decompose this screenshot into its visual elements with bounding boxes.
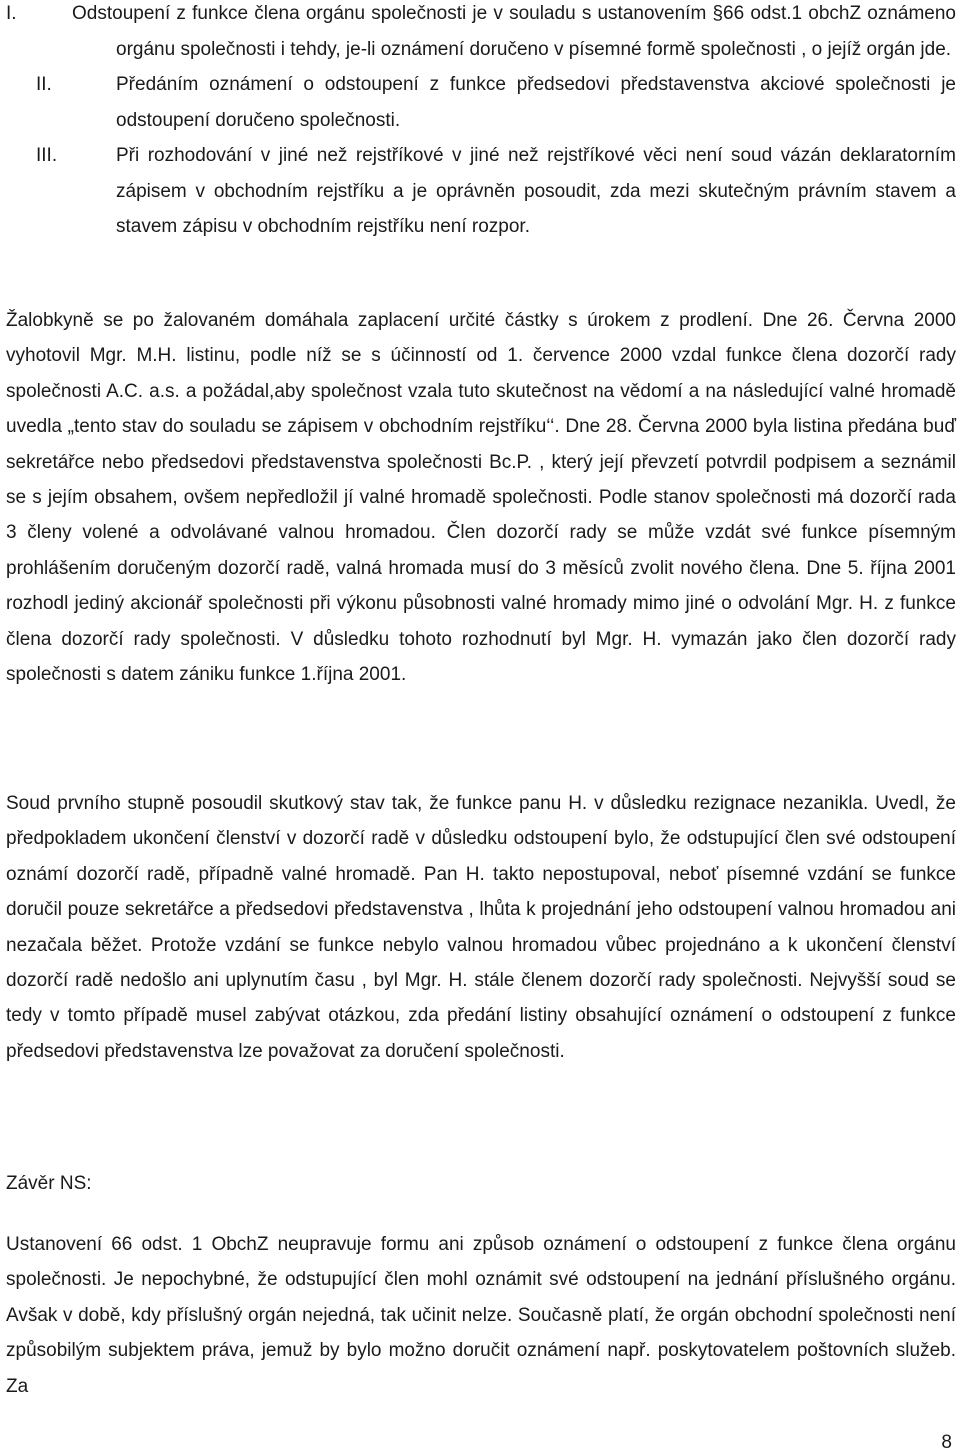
list-item-text: Při rozhodování v jiné než rejstříkové v jiné než rejstříkové věci není soud vázán deklaratorním zápisem v obchodním rejstříku a je oprávněn posoudit, zda mezi skutečným právním stavem a stavem zápisu v obchodním rejstříku není rozpor. xyxy=(116,145,956,237)
page-number: 8 xyxy=(941,1432,952,1453)
list-item xyxy=(6,67,956,138)
list-item-text: Odstoupení z funkce člena orgánu společnosti je v souladu s ustanovením §66 odst.1 obchZ oznámeno orgánu společnosti i tehdy, je-li oznámení doručeno v písemné formě společnosti , o jejíž orgán jde. xyxy=(72,3,956,60)
list-item-number: I. xyxy=(6,3,17,24)
paragraph-facts: Žalobkyně se po žalovaném domáhala zaplacení určité částky s úrokem z prodlení. Dne 26. Června 2000 vyhotovil Mgr. M.H. listinu, podle níž se s účinností od 1. července 2000 vzdal funkce člena dozorčí rady společnosti A.C. a.s. a požádal,aby společnost vzala tuto skutečnost na vědomí a na následující valné hromadě uvedla „tento stav do souladu se zápisem v obchodním rejstříku‘‘. Dne 28. Června 2000 byla listina předána buď sekretářce nebo předsedovi představenstva společnosti Bc.P. , který její převzetí potvrdil podpisem a seznámil se s jejím obsahem, ovšem nepředložil jí valné hromadě společnosti. Podle stanov společnosti má dozorčí rada 3 členy volené a odvolávané valnou hromadou. Člen dozorčí rady se může vzdát své funkce písemným prohlášením doručeným dozorčí radě, valná hromada musí do 3 měsíců zvolit nového člena. Dne 5. října 2001 rozhodl jediný akcionář společnosti při výkonu působnosti valné hromady mimo jiné o odvolání Mgr. H. z funkce člena dozorčí rady společnosti. V důsledku tohoto rozhodnutí byl Mgr. H. vymazán jako člen dozorčí rady společnosti s datem zániku funkce 1.října 2001. xyxy=(6,310,956,686)
paragraph-first-instance: Soud prvního stupně posoudil skutkový stav tak, že funkce panu H. v důsledku rezignace nezanikla. Uvedl, že předpokladem ukončení členství v dozorčí radě v důsledku odstoupení bylo, že odstupující člen své odstoupení oznámí dozorčí radě, případně valné hromadě. Pan H. takto nepostupoval, neboť písemné vzdání se funkce doručil pouze sekretářce a předsedovi představenstva , lhůta k projednání jeho odstoupení valnou hromadou ani nezačala běžet. Protože vzdání se funkce nebylo valnou hromadou vůbec projednáno a k ukončení členství dozorčí radě nedošlo ani uplynutím času , byl Mgr. H. stále členem dozorčí rady společnosti. Nejvyšší soud se tedy v tomto případě musel zabývat otázkou, zda předání listiny obsahující oznámení o odstoupení z funkce předsedovi představenstva lze považovat za doručení společnosti. xyxy=(6,793,956,1062)
list-item-number: II. xyxy=(36,74,52,95)
list-item xyxy=(6,0,956,67)
numbered-list xyxy=(6,0,956,245)
section-heading-conclusion: Závěr NS: xyxy=(6,1173,92,1194)
paragraph-conclusion: Ustanovení 66 odst. 1 ObchZ neupravuje formu ani způsob oznámení o odstoupení z funkce člena orgánu společnosti. Je nepochybné, že odstupující člen mohl oznámit své odstoupení na jednání příslušného orgánu. Avšak v době, kdy příslušný orgán nejedná, tak učinit nelze. Současně platí, že orgán obchodní společnosti není způsobilým subjektem práva, jemuž by bylo možno doručit oznámení např. poskytovatelem poštovních služeb. Za xyxy=(6,1234,956,1397)
list-item xyxy=(6,138,956,245)
list-item-number: III. xyxy=(36,145,58,166)
list-item-text: Předáním oznámení o odstoupení z funkce předsedovi představenstva akciové společnosti je odstoupení doručeno společnosti. xyxy=(116,74,956,131)
